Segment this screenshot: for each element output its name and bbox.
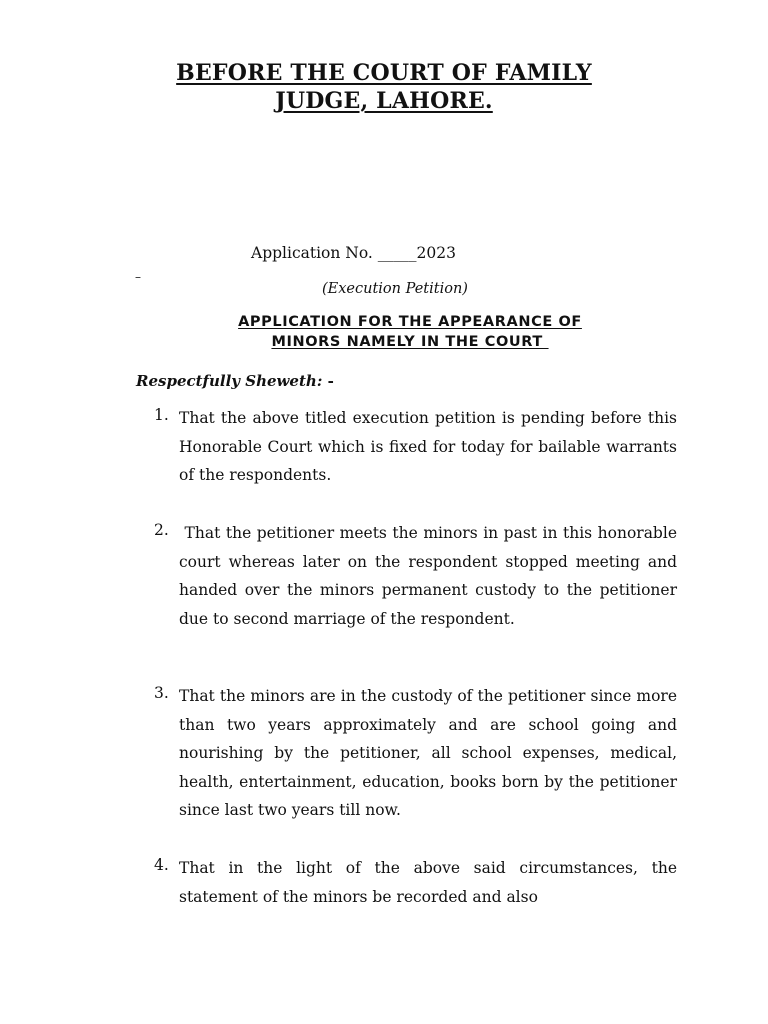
application-number: Application No. _____2023 [251, 244, 456, 262]
application-heading-line-1: APPLICATION FOR THE APPEARANCE OF [238, 314, 582, 330]
salutation-suffix: - [322, 372, 334, 390]
court-title-line-1: BEFORE THE COURT OF FAMILY [176, 60, 592, 86]
paragraph-number: 4. [154, 856, 169, 874]
salutation-text: Respectfully Sheweth: [136, 372, 323, 390]
paragraph-text: That the petitioner meets the minors in past in this honorable court whereas later on the respondent stopped meeting and handed over the minors permanent custody to the petitioner due to second marriage of the respondent. [179, 524, 682, 628]
paragraph-text: That the minors are in the custody of the petitioner since more than two years approximately and are school going and nourishing by the petitioner, all school expenses, medical, health, entertainment, education, books born by the petitioner since last two years till now. [179, 687, 677, 820]
stray-mark: – [135, 270, 141, 284]
paragraph-text: That the above titled execution petition is pending before this Honorable Court which is fixed for today for bailable warrants of the respondents. [179, 409, 677, 485]
paragraph-number: 1. [154, 406, 169, 424]
salutation [136, 372, 334, 390]
petition-type: (Execution Petition) [322, 281, 468, 297]
application-heading-line-2: MINORS NAMELY IN THE COURT [271, 334, 549, 350]
court-title-line-2: JUDGE, LAHORE. [275, 88, 493, 114]
paragraph-number: 2. [154, 521, 169, 539]
paragraph-number: 3. [154, 684, 169, 702]
paragraph-text: That in the light of the above said circumstances, the statement of the minors be recorded and also [179, 859, 677, 906]
